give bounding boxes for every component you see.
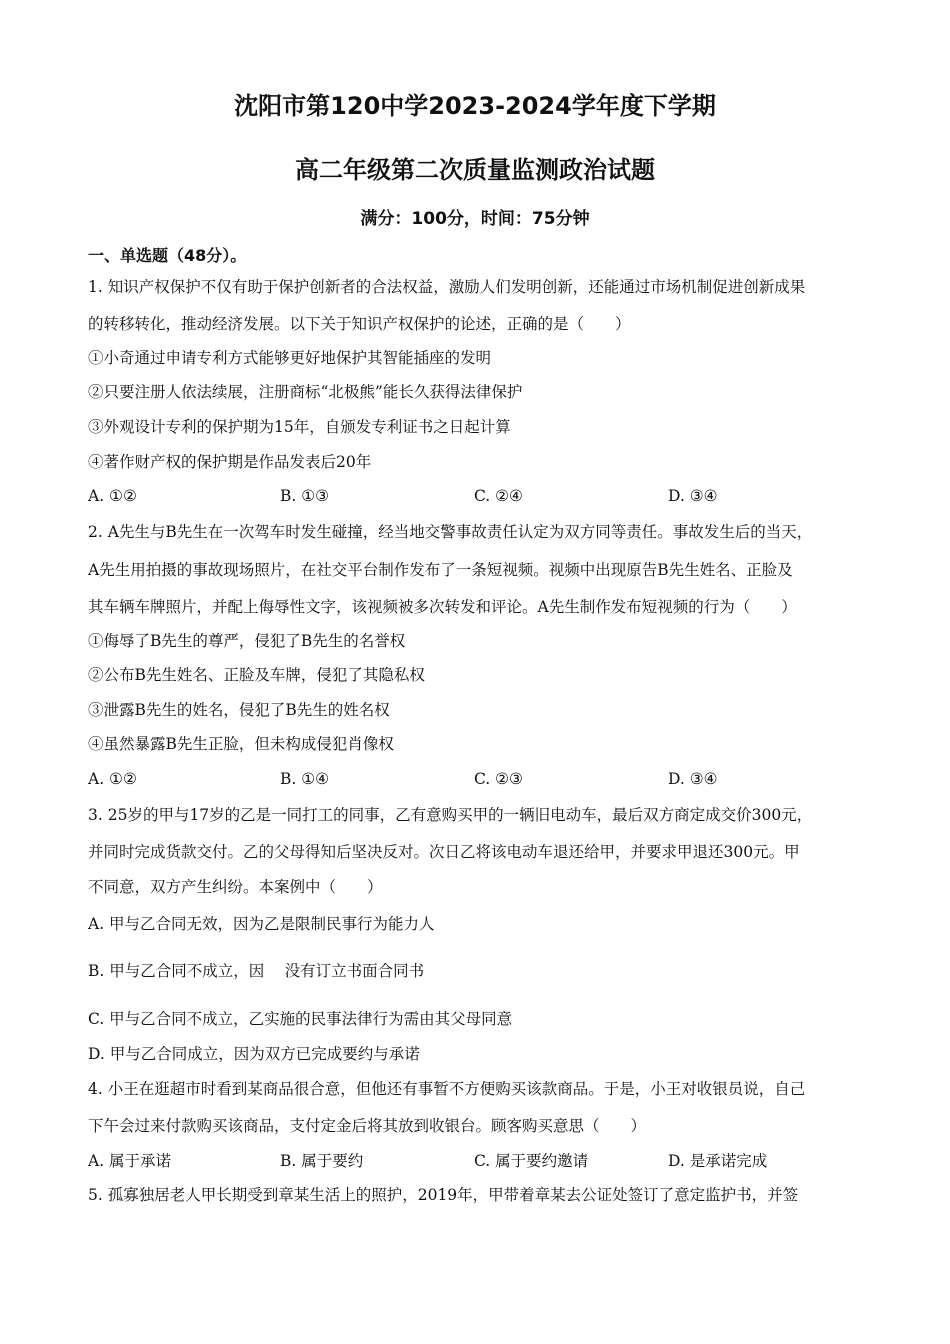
question-4-stem-line: 4. 小王在逛超市时看到某商品很合意，但他还有事暂不方便购买该款商品。于是，小王对收银员说，自己 [88,1080,806,1098]
question-1-item: ④著作财产权的保护期是作品发表后20年 [88,453,372,471]
question-2-stem-line: 其车辆车牌照片，并配上侮辱性文字，该视频被多次转发和评论。A先生制作发布短视频的行为（ ） [88,598,797,616]
option-d[interactable]: D. ③④ [668,770,718,788]
question-2-item: ①侮辱了B先生的尊严，侵犯了B先生的名誉权 [88,632,406,650]
question-2-item: ④虽然暴露B先生正脸，但未构成侵犯肖像权 [88,735,394,753]
question-1-options [88,485,868,507]
option-b[interactable]: B. 属于要约 [280,1152,364,1170]
question-3-stem-line: 并同时完成货款交付。乙的父母得知后坚决反对。次日乙将该电动车退还给甲，并要求甲退还300元。甲 [88,843,800,861]
option-a[interactable]: A. ①② [88,487,137,505]
question-1-stem-line: 的转移转化，推动经济发展。以下关于知识产权保护的论述，正确的是（ ） [88,315,631,333]
option-d[interactable]: D. ③④ [668,487,718,505]
question-1-stem-line: 1. 知识产权保护不仅有助于保护创新者的合法权益，激励人们发明创新，还能通过市场机制促进创新成果 [88,278,806,296]
question-2-item: ②公布B先生姓名、正脸及车牌，侵犯了其隐私权 [88,666,425,684]
section-title: 一、单选题（48分）。 [88,246,247,265]
option-d[interactable]: D. 甲与乙合同成立，因为双方已完成要约与承诺 [88,1045,420,1063]
option-b[interactable]: B. ①④ [280,770,330,788]
question-3-stem-line: 不同意，双方产生纠纷。本案例中（ ） [88,878,383,896]
question-1-item: ①小奇通过申请专利方式能够更好地保护其智能插座的发明 [88,349,492,367]
question-1-item: ②只要注册人依法续展，注册商标“北极熊”能长久获得法律保护 [88,383,523,401]
question-5-stem-line: 5. 孤寡独居老人甲长期受到章某生活上的照护，2019年，甲带着章某去公证处签订了意定监护书，并签 [88,1186,799,1204]
question-2-stem-line: A先生用拍摄的事故现场照片，在社交平台制作发布了一条短视频。视频中出现原告B先生姓名、正脸及 [88,561,793,579]
option-d[interactable]: D. 是承诺完成 [668,1152,768,1170]
question-2-options [88,768,868,790]
option-c[interactable]: C. ②④ [474,487,523,505]
exam-subtitle: 满分：100分，时间：75分钟 [360,209,590,229]
exam-title-line2: 高二年级第二次质量监测政治试题 [295,156,655,184]
question-2-stem-line: 2. A先生与B先生在一次驾车时发生碰撞，经当地交警事故责任认定为双方同等责任。事故发生后的当天， [88,523,813,541]
question-4-stem-line: 下午会过来付款购买该商品，支付定金后将其放到收银台。顾客购买意思（ ） [88,1117,647,1135]
option-a[interactable]: A. ①② [88,770,137,788]
option-c[interactable]: C. 甲与乙合同不成立，乙实施的民事法律行为需由其父母同意 [88,1010,513,1028]
question-2-item: ③泄露B先生的姓名，侵犯了B先生的姓名权 [88,701,390,719]
question-1-item: ③外观设计专利的保护期为15年，自颁发专利证书之日起计算 [88,418,511,436]
question-4-options [88,1150,868,1172]
option-c[interactable]: C. 属于要约邀请 [474,1152,589,1170]
option-a[interactable]: A. 甲与乙合同无效，因为乙是限制民事行为能力人 [88,915,435,933]
option-a[interactable]: A. 属于承诺 [88,1152,172,1170]
question-3-stem-line: 3. 25岁的甲与17岁的乙是一同打工的同事，乙有意购买甲的一辆旧电动车，最后双方商定成交价300元， [88,806,813,824]
option-c[interactable]: C. ②③ [474,770,523,788]
option-b[interactable]: B. 甲与乙合同不成立，因 没有订立书面合同书 [88,962,425,980]
exam-title-line1: 沈阳市第120中学2023-2024学年度下学期 [234,92,716,120]
option-b[interactable]: B. ①③ [280,487,330,505]
